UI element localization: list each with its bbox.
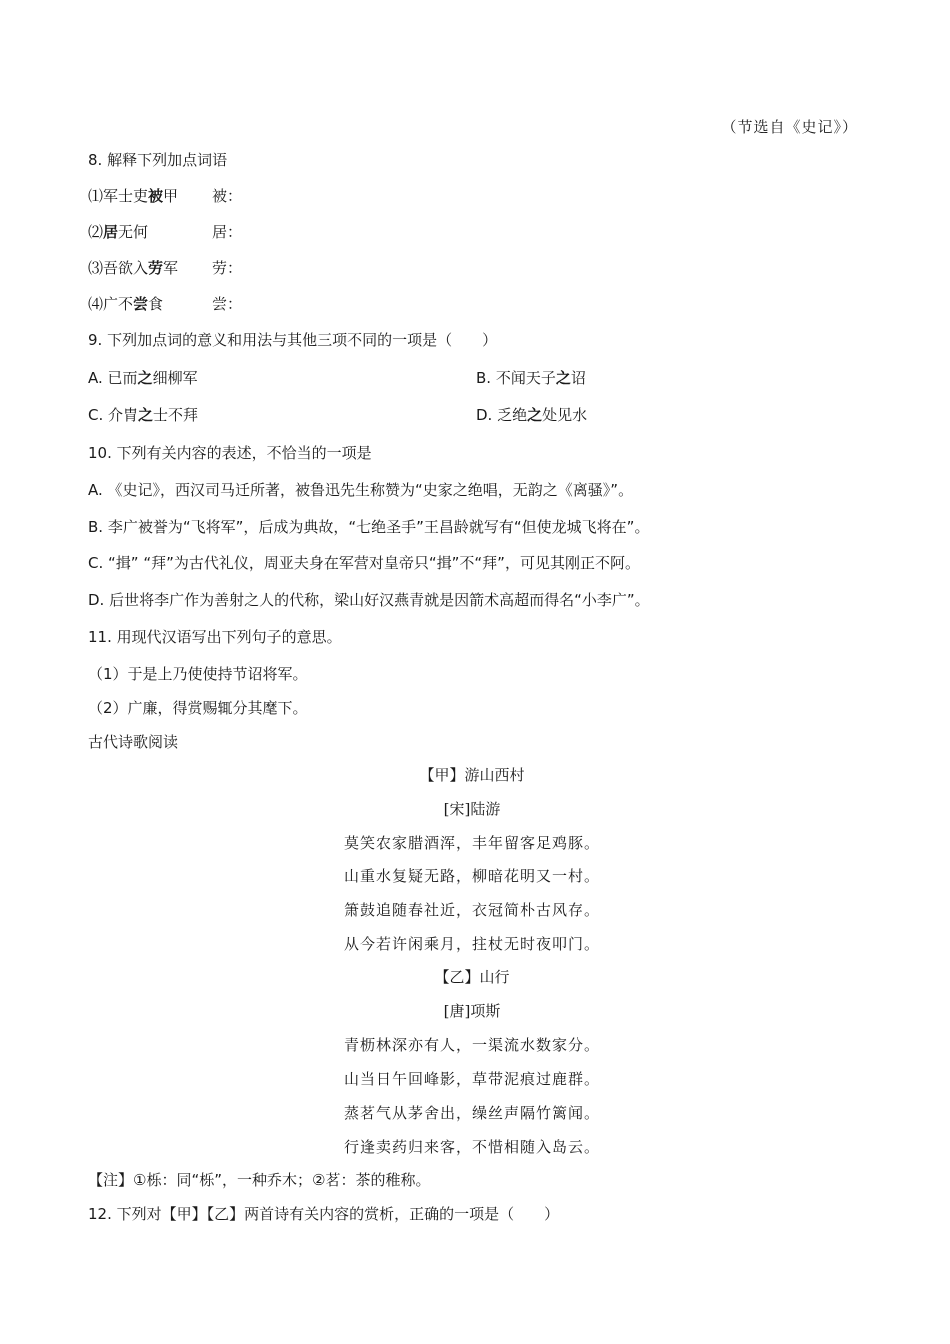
q8-item-2: ⑵居无何: [88, 223, 149, 241]
dotted-word: 尝: [133, 295, 149, 313]
q10-option-b: B. 李广被誉为“飞将军”，后成为典故，“七绝圣手”王昌龄就写有“但使龙城飞将在”。: [88, 518, 650, 536]
q8-item-1: ⑴军士吏被甲: [88, 187, 179, 205]
q11-item-2: （2）广廉，得赏赐辄分其麾下。: [88, 699, 308, 717]
q8-item-3: ⑶吾欲入劳军: [88, 259, 179, 277]
section-title: 古代诗歌阅读: [88, 733, 179, 751]
poem-a-line: 山重水复疑无路，柳暗花明又一村。: [343, 867, 600, 885]
poem-a-line: 箫鼓追随春社近，衣冠简朴古风存。: [343, 901, 600, 919]
dotted-word: 之: [138, 406, 154, 424]
source-citation: （节选自《史记》）: [721, 118, 858, 136]
poem-b-line: 蒸茗气从茅舍出，缲丝声隔竹篱闻。: [343, 1104, 600, 1122]
poem-b-line: 山当日午回峰影，草带泥痕过鹿群。: [343, 1070, 600, 1088]
q8-item-4: ⑷广不尝食: [88, 295, 164, 313]
dotted-word: 居: [103, 223, 119, 241]
poem-a-title: 【甲】游山西村: [419, 766, 525, 784]
dotted-word: 之: [555, 369, 571, 387]
q9-option-d: D. 乏绝之处见水: [476, 406, 588, 424]
dotted-word: 之: [527, 406, 543, 424]
poem-a-author: [宋]陆游: [443, 800, 501, 818]
dotted-word: 劳: [148, 259, 164, 277]
q8-title: 8. 解释下列加点词语: [88, 151, 228, 169]
q8-answer-1: 被：: [212, 187, 243, 205]
dotted-word: 被: [148, 187, 164, 205]
q10-title: 10. 下列有关内容的表述，不恰当的一项是: [88, 444, 372, 462]
poem-b-line: 行逢卖药归来客，不惜相随入岛云。: [343, 1138, 600, 1156]
q10-option-a: A. 《史记》，西汉司马迁所著，被鲁迅先生称赞为“史家之绝唱，无韵之《离骚》”。: [88, 481, 634, 499]
q8-answer-2: 居：: [212, 223, 243, 241]
q10-option-d: D. 后世将李广作为善射之人的代称，梁山好汉燕青就是因箭术高超而得名“小李广”。: [88, 591, 650, 609]
dotted-word: 之: [137, 369, 153, 387]
poem-b-author: [唐]项斯: [443, 1002, 501, 1020]
poem-note: 【注】①栎：同“栎”，一种乔木；②茗：茶的稚称。: [88, 1171, 431, 1189]
q9-option-c: C. 介胄之士不拜: [88, 406, 199, 424]
q9-title: 9. 下列加点词的意义和用法与其他三项不同的一项是（ ）: [88, 331, 498, 349]
poem-b-title: 【乙】山行: [434, 968, 510, 986]
q12-title: 12. 下列对【甲】【乙】两首诗有关内容的赏析，正确的一项是（ ）: [88, 1205, 560, 1223]
q8-answer-3: 劳：: [212, 259, 243, 277]
poem-b-line: 青枥林深亦有人，一渠流水数家分。: [343, 1036, 600, 1054]
poem-a-line: 莫笑农家腊酒浑，丰年留客足鸡豚。: [343, 834, 600, 852]
q9-option-a: A. 已而之细柳军: [88, 369, 198, 387]
poem-a-line: 从今若许闲乘月，拄杖无时夜叩门。: [343, 935, 600, 953]
q11-title: 11. 用现代汉语写出下列句子的意思。: [88, 628, 342, 646]
q10-option-c: C. “揖” “拜”为古代礼仪，周亚夫身在军营对皇帝只“揖”不“拜”，可见其刚正不阿。: [88, 554, 640, 572]
q9-option-b: B. 不闻天子之诏: [476, 369, 586, 387]
q8-answer-4: 尝：: [212, 295, 243, 313]
q11-item-1: （1）于是上乃使使持节诏将军。: [88, 665, 308, 683]
